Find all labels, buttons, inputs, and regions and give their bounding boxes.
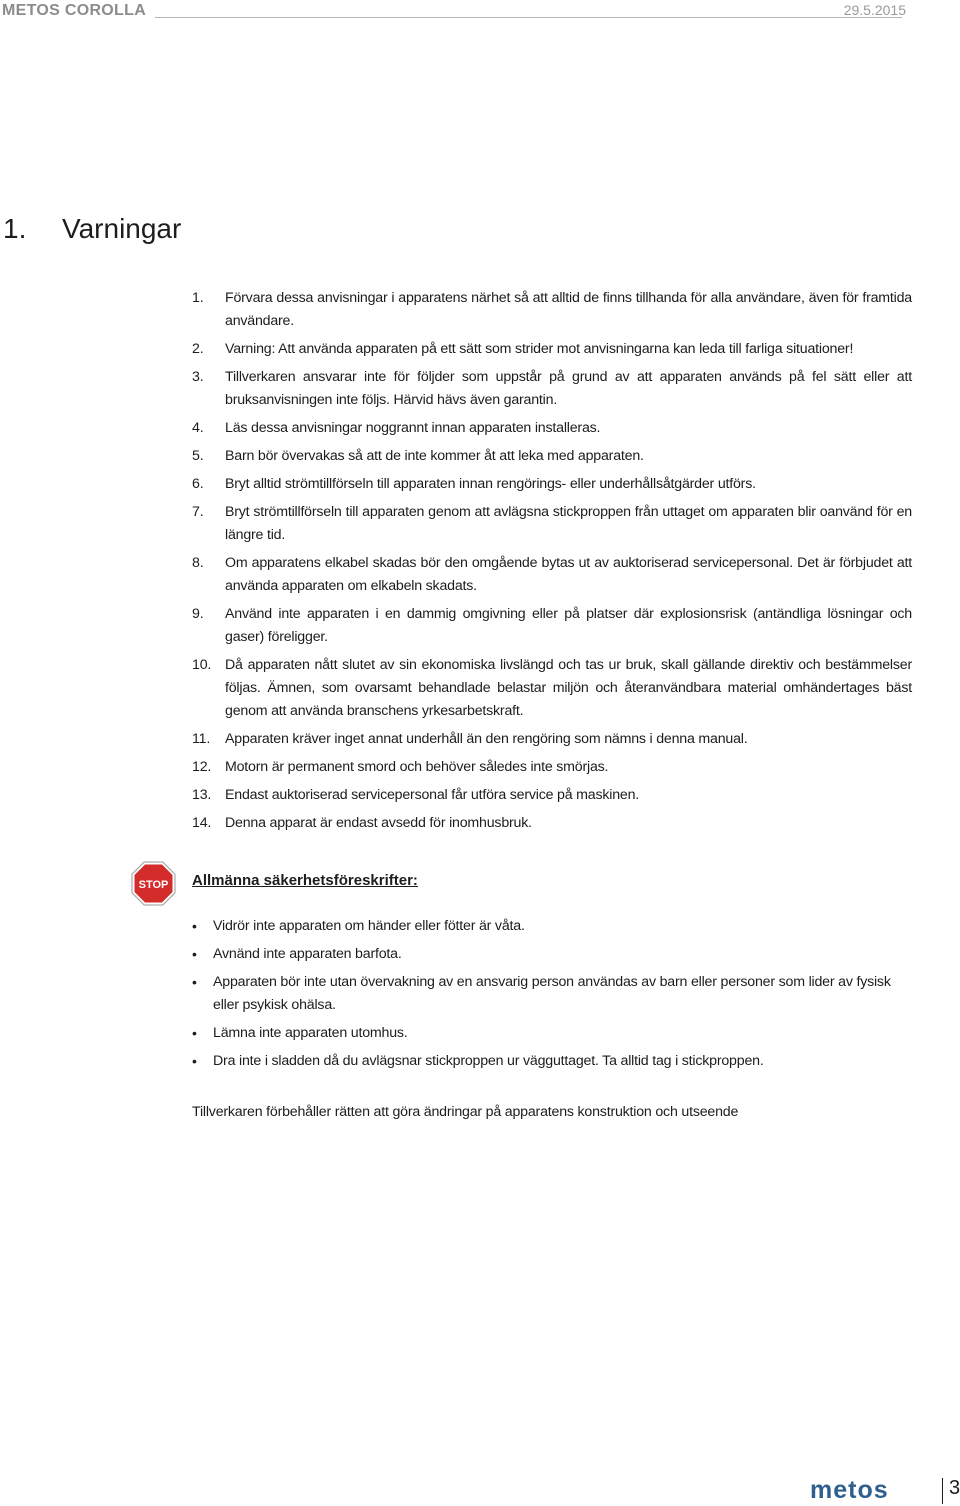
safety-item-text: Apparaten bör inte utan övervakning av en ansvarig person användas av barn eller personer som lider av fysisk eller psykisk ohälsa.: [213, 974, 891, 1013]
warning-item: [192, 417, 912, 440]
section-number: 1.: [3, 213, 27, 244]
section-title: [3, 213, 181, 245]
warning-text: Denna apparat är endast avsedd för inomhusbruk.: [225, 815, 532, 831]
warning-text: Bryt alltid strömtillförseln till apparaten innan rengörings- eller underhållsåtgärder utförs.: [225, 476, 756, 492]
warning-item: [192, 501, 912, 547]
page-header: [0, 0, 960, 24]
warning-item: [192, 473, 912, 496]
warning-number: 13.: [192, 787, 212, 803]
safety-item: [192, 943, 912, 966]
warning-item: [192, 784, 912, 807]
warning-number: 14.: [192, 815, 212, 831]
warning-item: [192, 552, 912, 598]
warning-item: [192, 287, 912, 333]
safety-item-text: Lämna inte apparaten utomhus.: [213, 1025, 408, 1041]
warning-item: [192, 654, 912, 723]
warning-item: [192, 756, 912, 779]
bullet-icon: •: [192, 1025, 197, 1041]
warning-number: 7.: [192, 504, 204, 520]
safety-item-text: Avnänd inte apparaten barfota.: [213, 946, 402, 962]
bullet-icon: •: [192, 1053, 197, 1069]
safety-item-text: Vidrör inte apparaten om händer eller fötter är våta.: [213, 918, 525, 934]
warning-text: Läs dessa anvisningar noggrannt innan apparaten installeras.: [225, 420, 601, 436]
safety-item-text: Dra inte i sladden då du avlägsnar stickproppen ur vägguttaget. Ta alltid tag i stickproppen.: [213, 1053, 764, 1069]
warning-number: 8.: [192, 555, 204, 571]
warning-item: [192, 812, 912, 835]
warning-number: 2.: [192, 341, 204, 357]
warning-number: 6.: [192, 476, 204, 492]
page-number: 3: [949, 1477, 960, 1499]
warning-item: [192, 338, 912, 361]
safety-item: [192, 1022, 912, 1045]
warning-number: 9.: [192, 606, 204, 622]
metos-logo: [810, 1478, 934, 1502]
bullet-icon: •: [192, 946, 197, 962]
warning-text: Förvara dessa anvisningar i apparatens närhet så att alltid de finns tillhanda för alla användare, även för framtida användare.: [225, 290, 912, 329]
warning-number: 11.: [192, 731, 211, 747]
warning-item: [192, 366, 912, 412]
warning-text: Om apparatens elkabel skadas bör den omgående bytas ut av auktoriserad servicepersonal. Det är förbjudet att använda apparaten om elkabeln skadats.: [225, 555, 912, 594]
warning-number: 5.: [192, 448, 204, 464]
warning-text: Apparaten kräver inget annat underhåll än den rengöring som nämns i denna manual.: [225, 731, 748, 747]
page-number-divider: [942, 1478, 943, 1504]
warning-item: [192, 728, 912, 751]
warning-text: Motorn är permanent smord och behöver således inte smörjas.: [225, 759, 609, 775]
safety-list: [192, 915, 912, 1078]
warning-item: [192, 445, 912, 468]
warning-number: 3.: [192, 369, 204, 385]
warning-text: Varning: Att använda apparaten på ett sätt som strider mot anvisningarna kan leda till farliga situationer!: [225, 341, 854, 357]
bullet-icon: •: [192, 974, 197, 990]
warning-item: [192, 603, 912, 649]
safety-item: [192, 1050, 912, 1073]
footer-note: Tillverkaren förbehåller rätten att göra ändringar på apparatens konstruktion och utseende: [192, 1104, 739, 1120]
logo-text: metos: [810, 1478, 889, 1502]
warning-text: Barn bör övervakas så att de inte kommer åt att leka med apparaten.: [225, 448, 644, 464]
warning-text: Använd inte apparaten i en dammig omgivning eller på platser där explosionsrisk (antändliga lösningar och gaser) föreligger.: [225, 606, 912, 645]
header-rule: [155, 17, 902, 18]
bullet-icon: •: [192, 918, 197, 934]
brand-name: METOS COROLLA: [2, 2, 147, 19]
warnings-list: [192, 287, 912, 840]
stop-sign-icon: [131, 861, 176, 906]
section-title-text: Varningar: [62, 213, 182, 244]
warning-number: 1.: [192, 290, 204, 306]
warning-text: Då apparaten nått slutet av sin ekonomiska livslängd och tas ur bruk, skall gällande direktiv och bestämmelser följas. Ämnen, som ovarsamt behandlade belastar miljön och återanvändbara material omhändertages bäst genom att använda branschens yrkesarbetskraft.: [225, 657, 912, 719]
warning-number: 10.: [192, 657, 212, 673]
safety-item: [192, 915, 912, 938]
stop-sign-label: STOP: [138, 879, 169, 891]
warning-number: 4.: [192, 420, 204, 436]
warning-text: Tillverkaren ansvarar inte för följder som uppstår på grund av att apparaten används på fel sätt eller att bruksanvisningen inte följs. Härvid hävs även garantin.: [225, 369, 912, 408]
warning-text: Endast auktoriserad servicepersonal får utföra service på maskinen.: [225, 787, 640, 803]
warning-text: Bryt strömtillförseln till apparaten genom att avlägsna stickproppen från uttaget om apparaten blir oanvänd för en längre tid.: [225, 504, 912, 543]
safety-heading: Allmänna säkerhetsföreskrifter:: [192, 872, 418, 889]
document-date: 29.5.2015: [843, 2, 906, 18]
warning-number: 12.: [192, 759, 212, 775]
safety-item: [192, 971, 912, 1017]
